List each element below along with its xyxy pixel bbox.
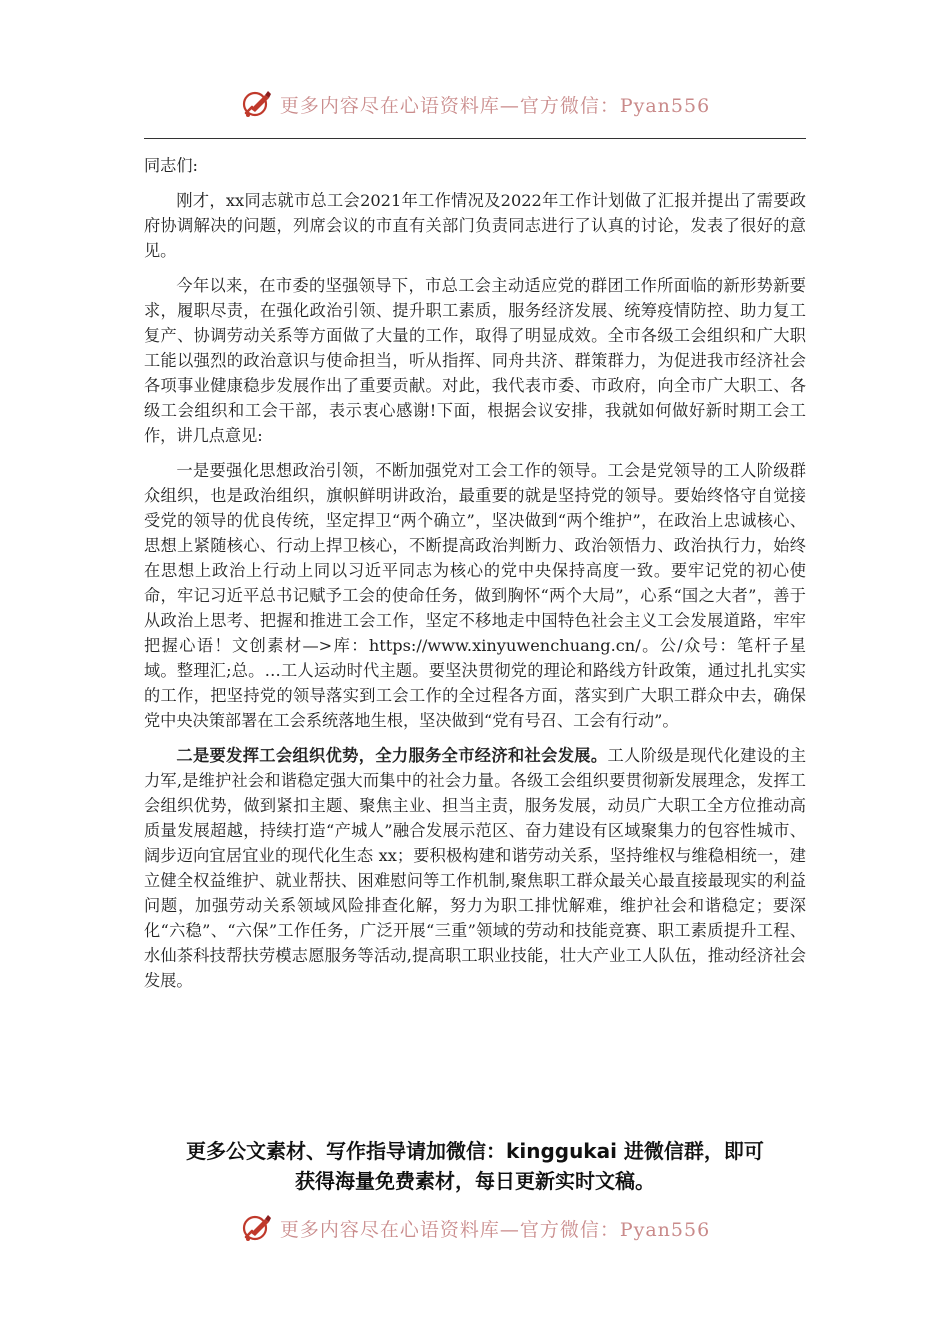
paragraph-2: 今年以来，在市委的坚强领导下，市总工会主动适应党的群团工作所面临的新形势新要求，履职尽责，在强化政治引领、提升职工素质，服务经济发展、统筹疫情防控、助力复工复产、协调劳动关系等方面做了大量的工作，取得了明显成效。全市各级工会组织和广大职工能以强烈的政治意识与使命担当，听从指挥、同舟共济、群策群力，为促进我市经济社会各项事业健康稳步发展作出了重要贡献。对此，我代表市委、市政府，向全市广大职工、各级工会组织和工会干部，表示衷心感谢!下面，根据会议安排，我就如何做好新时期工会工作，讲几点意见:	[144, 276, 806, 445]
cta-line-1: 更多公文素材、写作指导请加微信：kinggukai 进微信群，即可	[186, 1139, 764, 1163]
footer-banner-text: 更多内容尽在心语资料库—官方微信：Pyan556	[279, 1218, 711, 1241]
cta-block	[140, 1136, 810, 1196]
header-banner-text: 更多内容尽在心语资料库—官方微信：Pyan556	[279, 94, 711, 117]
footer-banner	[0, 1208, 950, 1248]
document-body	[144, 153, 806, 1003]
header-divider	[144, 138, 806, 139]
paragraph-4-heading: 二是要发挥工会组织优势，全力服务全市经济和社会发展。	[176, 746, 608, 765]
paragraph-3: 一是要强化思想政治引领，不断加强党对工会工作的领导。工会是党领导的工人阶级群众组织，也是政治组织，旗帜鲜明讲政治，最重要的就是坚持党的领导。要始终恪守自觉接受党的领导的优良传统，坚定捍卫“两个确立”，坚决做到“两个维护”，在政治上忠诚核心、思想上紧随核心、行动上捍卫核心，不断提高政治判断力、政治领悟力、政治执行力，始终在思想上政治上行动上同以习近平同志为核心的党中央保持高度一致。要牢记党的初心使命，牢记习近平总书记赋予工会的使命任务，做到胸怀“两个大局”，心系“国之大者”，善于从政治上思考、把握和推进工会工作，坚定不移地走中国特色社会主义工会发展道路，牢牢把握心语！文创素材—>库：https://www.xinyuwenchuang.cn/。公/众号：笔杆子星域。整理汇;总。…工人运动时代主题。要坚決贯彻党的理论和路线方针政策，通过扎扎实实的工作，把坚持党的领导落实到工会工作的全过程各方面，落实到广大职工群众中去，确保党中央决策部署在工会系统落地生根，坚决做到“党有号召、工会有行动”。	[144, 461, 806, 730]
pen-logo-icon	[240, 87, 274, 121]
salutation: 同志们:	[144, 156, 199, 175]
pen-logo-icon	[240, 1211, 274, 1245]
header-banner	[0, 84, 950, 124]
paragraph-1: 刚才，xx同志就市总工会2021年工作情况及2022年工作计划做了汇报并提出了需要政府协调解决的问题，列席会议的市直有关部门负责同志进行了认真的讨论，发表了很好的意见。	[144, 191, 806, 260]
paragraph-4-body: 工人阶级是现代化建设的主力军,是维护社会和谐稳定强大而集中的社会力量。各级工会组织要贯彻新发展理念，发挥工会组织优势，做到紧扣主题、聚焦主业、担当主责，服务发展，动员广大职工全方位推动高质量发展超越，持续打造“产城人”融合发展示范区、奋力建设有区域聚集力的包容性城市、阔步迈向宜居宜业的现代化生态 xx；要积极构建和谐劳动关系，坚持维权与维稳相统一，建立健全权益维护、就业帮扶、困难慰问等工作机制,聚焦职工群众最关心最直接最现实的利益问题，加强劳动关系领域风险排查化解，努力为职工排忧解难，维护社会和谐稳定；要深化“六稳”、“六保”工作任务，广泛开展“三重”领域的劳动和技能竞赛、职工素质提升工程、水仙茶科技帮扶劳模志愿服务等活动,提高职工职业技能，壮大产业工人队伍，推动经济社会发展。	[144, 746, 807, 990]
cta-line-2: 获得海量免费素材，每日更新实时文稿。	[295, 1169, 655, 1193]
paragraph-4	[144, 743, 806, 993]
